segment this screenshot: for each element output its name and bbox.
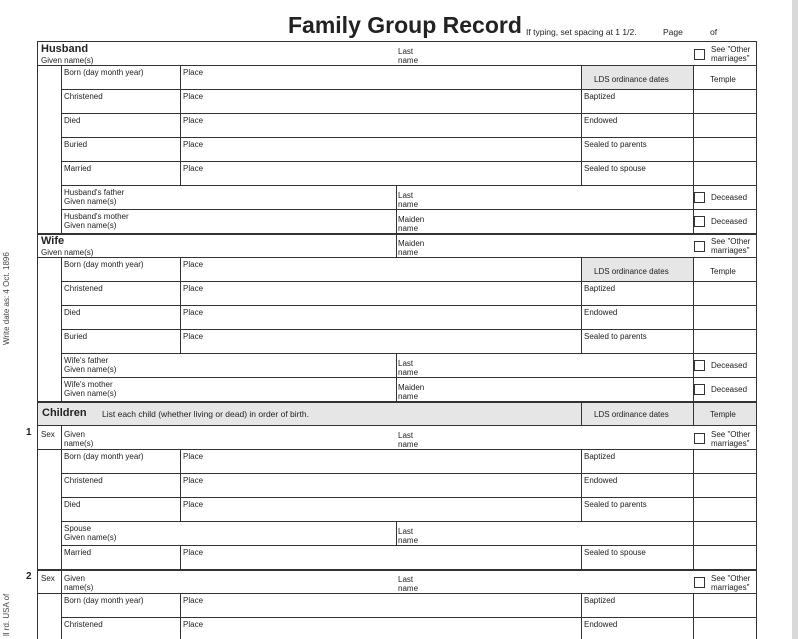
wife-name-label: name — [398, 248, 419, 257]
child1-row-rule-4 — [61, 545, 756, 546]
husband-top-rule — [37, 41, 756, 42]
husband-row-rule-2 — [61, 113, 756, 114]
child2-name-rule — [37, 593, 756, 594]
husband-father-label: Husband's father — [64, 188, 125, 197]
child2-row-rule-1 — [61, 617, 756, 618]
child1-number: 1 — [26, 427, 32, 438]
husband-mother-deceased-checkbox[interactable] — [694, 216, 705, 227]
husband-mother-name-label: name — [398, 224, 419, 233]
wife-buried-place-label: Place — [183, 332, 204, 341]
child1-married-label: Married — [64, 548, 92, 557]
husband-baptized-label: Baptized — [584, 92, 616, 101]
child2-names-label: name(s) — [64, 583, 94, 592]
child1-spouse-label: Spouse — [64, 524, 92, 533]
wife-place-divider — [180, 257, 181, 353]
husband-given-label: Given name(s) — [41, 56, 94, 65]
child1-christened-label: Christened — [64, 476, 103, 485]
children-instruction: List each child (whether living or dead) in order of birth. — [102, 409, 309, 419]
wife-father-deceased-label: Deceased — [711, 361, 748, 370]
wife-parents-divider — [396, 353, 397, 401]
wife-lds-dates-label: LDS ordinance dates — [594, 267, 669, 276]
child1-name-label: name — [398, 440, 419, 449]
typing-note: If typing, set spacing at 1 1/2. — [526, 27, 637, 37]
child1-died-place-label: Place — [183, 500, 204, 509]
side-note-bottom: ll rd. USA of — [2, 593, 11, 636]
child1-given-label: Given — [64, 430, 85, 439]
wife-father-last-label: Last — [398, 359, 414, 368]
child1-endowed-label: Endowed — [584, 476, 618, 485]
page-label: Page — [663, 27, 683, 37]
child2-baptized-label: Baptized — [584, 596, 616, 605]
child1-top-rule — [37, 425, 756, 426]
husband-other-marriages-checkbox[interactable] — [694, 49, 705, 60]
husband-endowed-label: Endowed — [584, 116, 618, 125]
wife-mother-deceased-label: Deceased — [711, 385, 748, 394]
child1-died-label: Died — [64, 500, 81, 509]
husband-row-rule-1 — [61, 89, 756, 90]
husband-row-rule-6 — [61, 209, 756, 210]
husband-sealed-parents-label: Sealed to parents — [584, 140, 647, 149]
husband-name-rule — [37, 65, 756, 66]
child1-spouse-name-label: name — [398, 536, 419, 545]
child1-sealed-spouse-label: Sealed to spouse — [584, 548, 646, 557]
child1-row-rule-1 — [61, 473, 756, 474]
husband-place-divider — [180, 65, 181, 185]
child2-christened-label: Christened — [64, 620, 103, 629]
husband-row-rule-5 — [61, 185, 756, 186]
child2-temple-divider — [693, 593, 694, 639]
child2-born-label: Born (day month year) — [64, 596, 144, 605]
husband-sealed-spouse-label: Sealed to spouse — [584, 164, 646, 173]
wife-lds-divider — [581, 257, 582, 353]
wife-row-rule-1 — [61, 281, 756, 282]
child1-row-rule-2 — [61, 497, 756, 498]
wife-row-rule-4 — [61, 353, 756, 354]
child1-spouse-given-label: Given name(s) — [64, 533, 117, 542]
wife-name-divider — [396, 233, 397, 257]
of-label: of — [710, 27, 718, 37]
wife-name-rule — [37, 257, 756, 258]
wife-born-place-label: Place — [183, 260, 204, 269]
wife-died-place-label: Place — [183, 308, 204, 317]
wife-father-given-label: Given name(s) — [64, 365, 117, 374]
wife-mother-label: Wife's mother — [64, 380, 113, 389]
husband-father-last-label: Last — [398, 191, 414, 200]
children-temple-label: Temple — [710, 410, 736, 419]
husband-christened-label: Christened — [64, 92, 103, 101]
child2-other-marriages-checkbox[interactable] — [694, 577, 705, 588]
husband-mother-deceased-label: Deceased — [711, 217, 748, 226]
husband-lds-divider — [581, 65, 582, 185]
page-edge-shadow — [792, 0, 798, 639]
child1-married-place-divider — [180, 545, 181, 569]
child2-christened-place-label: Place — [183, 620, 204, 629]
husband-christened-place-label: Place — [183, 92, 204, 101]
child2-number: 2 — [26, 571, 32, 582]
husband-died-place-label: Place — [183, 116, 204, 125]
wife-endowed-label: Endowed — [584, 308, 618, 317]
husband-name-label: name — [398, 56, 419, 65]
husband-married-label: Married — [64, 164, 92, 173]
children-lds-divider — [581, 401, 582, 425]
child1-spouse-divider — [396, 521, 397, 545]
husband-mother-label: Husband's mother — [64, 212, 129, 221]
wife-row-rule-5 — [61, 377, 756, 378]
husband-indent-line — [61, 65, 62, 233]
wife-row-rule-3 — [61, 329, 756, 330]
child1-see-other-label: See "Other — [711, 430, 751, 439]
wife-heading: Wife — [41, 235, 65, 247]
husband-born-label: Born (day month year) — [64, 68, 144, 77]
child2-name-label: name — [398, 584, 419, 593]
wife-christened-place-label: Place — [183, 284, 204, 293]
wife-other-marriages-checkbox[interactable] — [694, 241, 705, 252]
child1-place-divider — [180, 449, 181, 521]
wife-mother-deceased-checkbox[interactable] — [694, 384, 705, 395]
child2-indent-line — [61, 569, 62, 639]
husband-father-given-label: Given name(s) — [64, 197, 117, 206]
child1-names-label: name(s) — [64, 439, 94, 448]
husband-father-name-label: name — [398, 200, 419, 209]
wife-given-label: Given name(s) — [41, 248, 94, 257]
husband-married-place-label: Place — [183, 164, 204, 173]
children-top-rule — [37, 401, 756, 403]
form-title: Family Group Record — [288, 12, 522, 38]
child1-christened-place-label: Place — [183, 476, 204, 485]
child2-endowed-label: Endowed — [584, 620, 618, 629]
wife-temple-label: Temple — [710, 267, 736, 276]
husband-born-place-label: Place — [183, 68, 204, 77]
child1-baptized-label: Baptized — [584, 452, 616, 461]
child2-marriages-label: marriages" — [711, 583, 750, 592]
child1-temple-divider — [693, 449, 694, 569]
wife-father-label: Wife's father — [64, 356, 109, 365]
children-temple-divider — [693, 401, 694, 425]
husband-temple-divider — [693, 65, 694, 185]
husband-heading: Husband — [41, 43, 89, 55]
child1-sealed-parents-label: Sealed to parents — [584, 500, 647, 509]
child2-place-divider — [180, 593, 181, 639]
wife-maiden-label: Maiden — [398, 239, 425, 248]
husband-last-label: Last — [398, 47, 414, 56]
child2-lds-divider — [581, 593, 582, 639]
husband-buried-label: Buried — [64, 140, 88, 149]
wife-mother-maiden-label: Maiden — [398, 383, 425, 392]
child1-born-place-label: Place — [183, 452, 204, 461]
wife-christened-label: Christened — [64, 284, 103, 293]
child1-name-rule — [37, 449, 756, 450]
child1-marriages-label: marriages" — [711, 439, 750, 448]
form-left-border — [37, 41, 38, 639]
child2-born-place-label: Place — [183, 596, 204, 605]
date-format-note: Write date as: 4 Oct. 1896 — [2, 252, 11, 345]
wife-mother-given-label: Given name(s) — [64, 389, 117, 398]
husband-marriages-label: marriages" — [711, 54, 750, 63]
wife-see-other-label: See "Other — [711, 237, 751, 246]
child2-see-other-label: See "Other — [711, 574, 751, 583]
children-lds-dates-label: LDS ordinance dates — [594, 410, 669, 419]
wife-father-deceased-checkbox[interactable] — [694, 360, 705, 371]
children-heading: Children — [42, 407, 87, 419]
wife-born-label: Born (day month year) — [64, 260, 144, 269]
husband-mother-maiden-label: Maiden — [398, 215, 425, 224]
child1-sex-label: Sex — [41, 430, 55, 439]
wife-baptized-label: Baptized — [584, 284, 616, 293]
child2-last-label: Last — [398, 575, 414, 584]
child1-lds-divider-2 — [581, 545, 582, 569]
child1-spouse-last-label: Last — [398, 527, 414, 536]
wife-temple-divider — [693, 257, 694, 353]
child1-married-place-label: Place — [183, 548, 204, 557]
child2-given-label: Given — [64, 574, 85, 583]
husband-row-rule-3 — [61, 137, 756, 138]
husband-died-label: Died — [64, 116, 81, 125]
child2-sex-label: Sex — [41, 574, 55, 583]
husband-buried-place-label: Place — [183, 140, 204, 149]
husband-mother-given-label: Given name(s) — [64, 221, 117, 230]
wife-buried-label: Buried — [64, 332, 88, 341]
wife-row-rule-2 — [61, 305, 756, 306]
husband-see-other-label: See "Other — [711, 45, 751, 54]
husband-father-deceased-label: Deceased — [711, 193, 748, 202]
child1-other-marriages-checkbox[interactable] — [694, 433, 705, 444]
wife-indent-line — [61, 257, 62, 401]
child1-born-label: Born (day month year) — [64, 452, 144, 461]
husband-temple-label: Temple — [710, 75, 736, 84]
wife-died-label: Died — [64, 308, 81, 317]
child2-top-rule — [37, 569, 756, 571]
child1-row-rule-3 — [61, 521, 756, 522]
form-right-border — [756, 41, 757, 639]
child1-lds-divider — [581, 449, 582, 521]
husband-parents-divider — [396, 185, 397, 233]
wife-father-name-label: name — [398, 368, 419, 377]
husband-father-deceased-checkbox[interactable] — [694, 192, 705, 203]
husband-lds-dates-label: LDS ordinance dates — [594, 75, 669, 84]
wife-mother-name-label: name — [398, 392, 419, 401]
child1-last-label: Last — [398, 431, 414, 440]
wife-sealed-parents-label: Sealed to parents — [584, 332, 647, 341]
husband-row-rule-4 — [61, 161, 756, 162]
wife-marriages-label: marriages" — [711, 246, 750, 255]
